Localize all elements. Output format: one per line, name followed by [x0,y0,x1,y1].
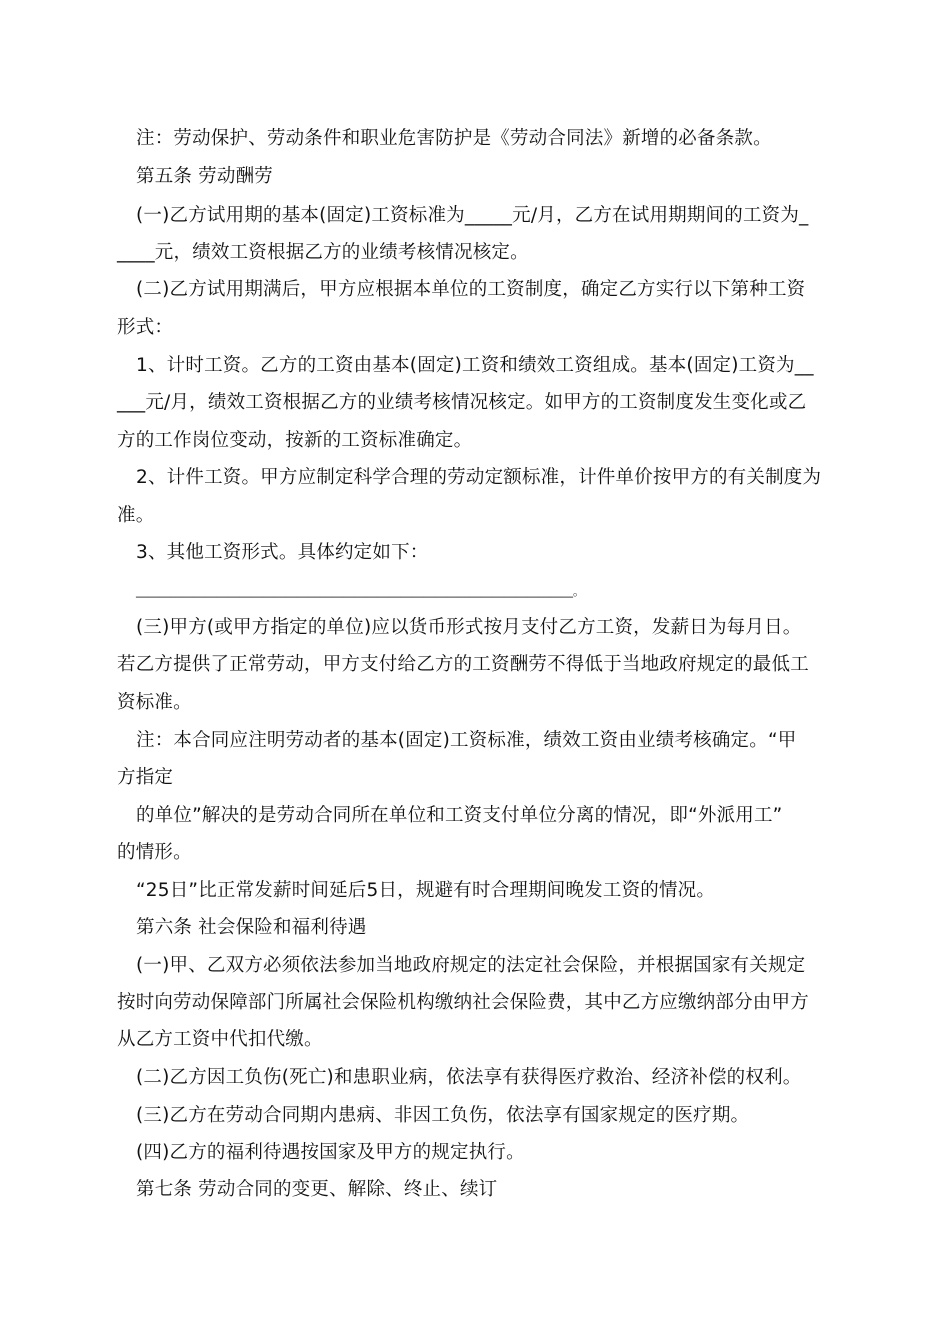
paragraph-line: 从乙方工资中代扣代缴。 [117,1029,323,1050]
note-line: 方指定 [117,767,174,788]
article-heading: 第六条 社会保险和福利待遇 [136,917,367,938]
note-line: 的情形。 [117,842,192,863]
paragraph-line: 准。 [117,505,155,526]
paragraph-line: (二)乙方因工负伤(死亡)和患职业病，依法享有获得医疗救治、经济补偿的权利。 [136,1067,802,1088]
paragraph-line: 3、其他工资形式。具体约定如下： [136,542,429,563]
paragraph-line: (一)甲、乙双方必须依法参加当地政府规定的法定社会保险，并根据国家有关规定 [136,955,806,976]
paragraph-line: 1、计时工资。乙方的工资由基本(固定)工资和绩效工资组成。基本(固定)工资为__ [136,355,814,376]
blank-fill-line: ____________________________________________________________________________。 [136,584,585,598]
paragraph-line: (三)甲方(或甲方指定的单位)应以货币形式按月支付乙方工资，发薪日为每月日。 [136,617,802,638]
paragraph-line: 2、计件工资。甲方应制定科学合理的劳动定额标准，计件单价按甲方的有关制度为 [136,467,822,488]
paragraph-line: 若乙方提供了正常劳动，甲方支付给乙方的工资酬劳不得低于当地政府规定的最低工 [117,654,809,675]
paragraph-line: (三)乙方在劳动合同期内患病、非因工负伤，依法享有国家规定的医疗期。 [136,1105,750,1126]
note-line: “25日”比正常发薪时间延后5日，规避有时合理期间晚发工资的情况。 [136,880,716,901]
paragraph-line: (四)乙方的福利待遇按国家及甲方的规定执行。 [136,1142,525,1163]
paragraph-line: ___元/月，绩效工资根据乙方的业绩考核情况核定。如甲方的工资制度发生变化或乙 [117,392,807,413]
paragraph-line: 方的工作岗位变动，按新的工资标准确定。 [117,430,473,451]
note-line: 注：本合同应注明劳动者的基本(固定)工资标准，绩效工资由业绩考核确定。“甲 [136,730,797,751]
article-heading: 第五条 劳动酬劳 [136,166,273,187]
paragraph-line: 形式： [117,317,174,338]
article-heading: 第七条 劳动合同的变更、解除、终止、续订 [136,1179,498,1200]
paragraph-line: (二)乙方试用期满后，甲方应根据本单位的工资制度，确定乙方实行以下第种工资 [136,279,806,300]
note-line: 的单位”解决的是劳动合同所在单位和工资支付单位分离的情况，即“外派用工” [136,805,783,826]
paragraph-line: 按时向劳动保障部门所属社会保险机构缴纳社会保险费，其中乙方应缴纳部分由甲方 [117,992,809,1013]
paragraph-line: ____元，绩效工资根据乙方的业绩考核情况核定。 [117,242,529,263]
paragraph-line: (一)乙方试用期的基本(固定)工资标准为_____元/月，乙方在试用期期间的工资为_ [136,205,809,226]
paragraph-line: 资标准。 [117,692,192,713]
note-line: 注：劳动保护、劳动条件和职业危害防护是《劳动合同法》新增的必备条款。 [136,128,772,149]
